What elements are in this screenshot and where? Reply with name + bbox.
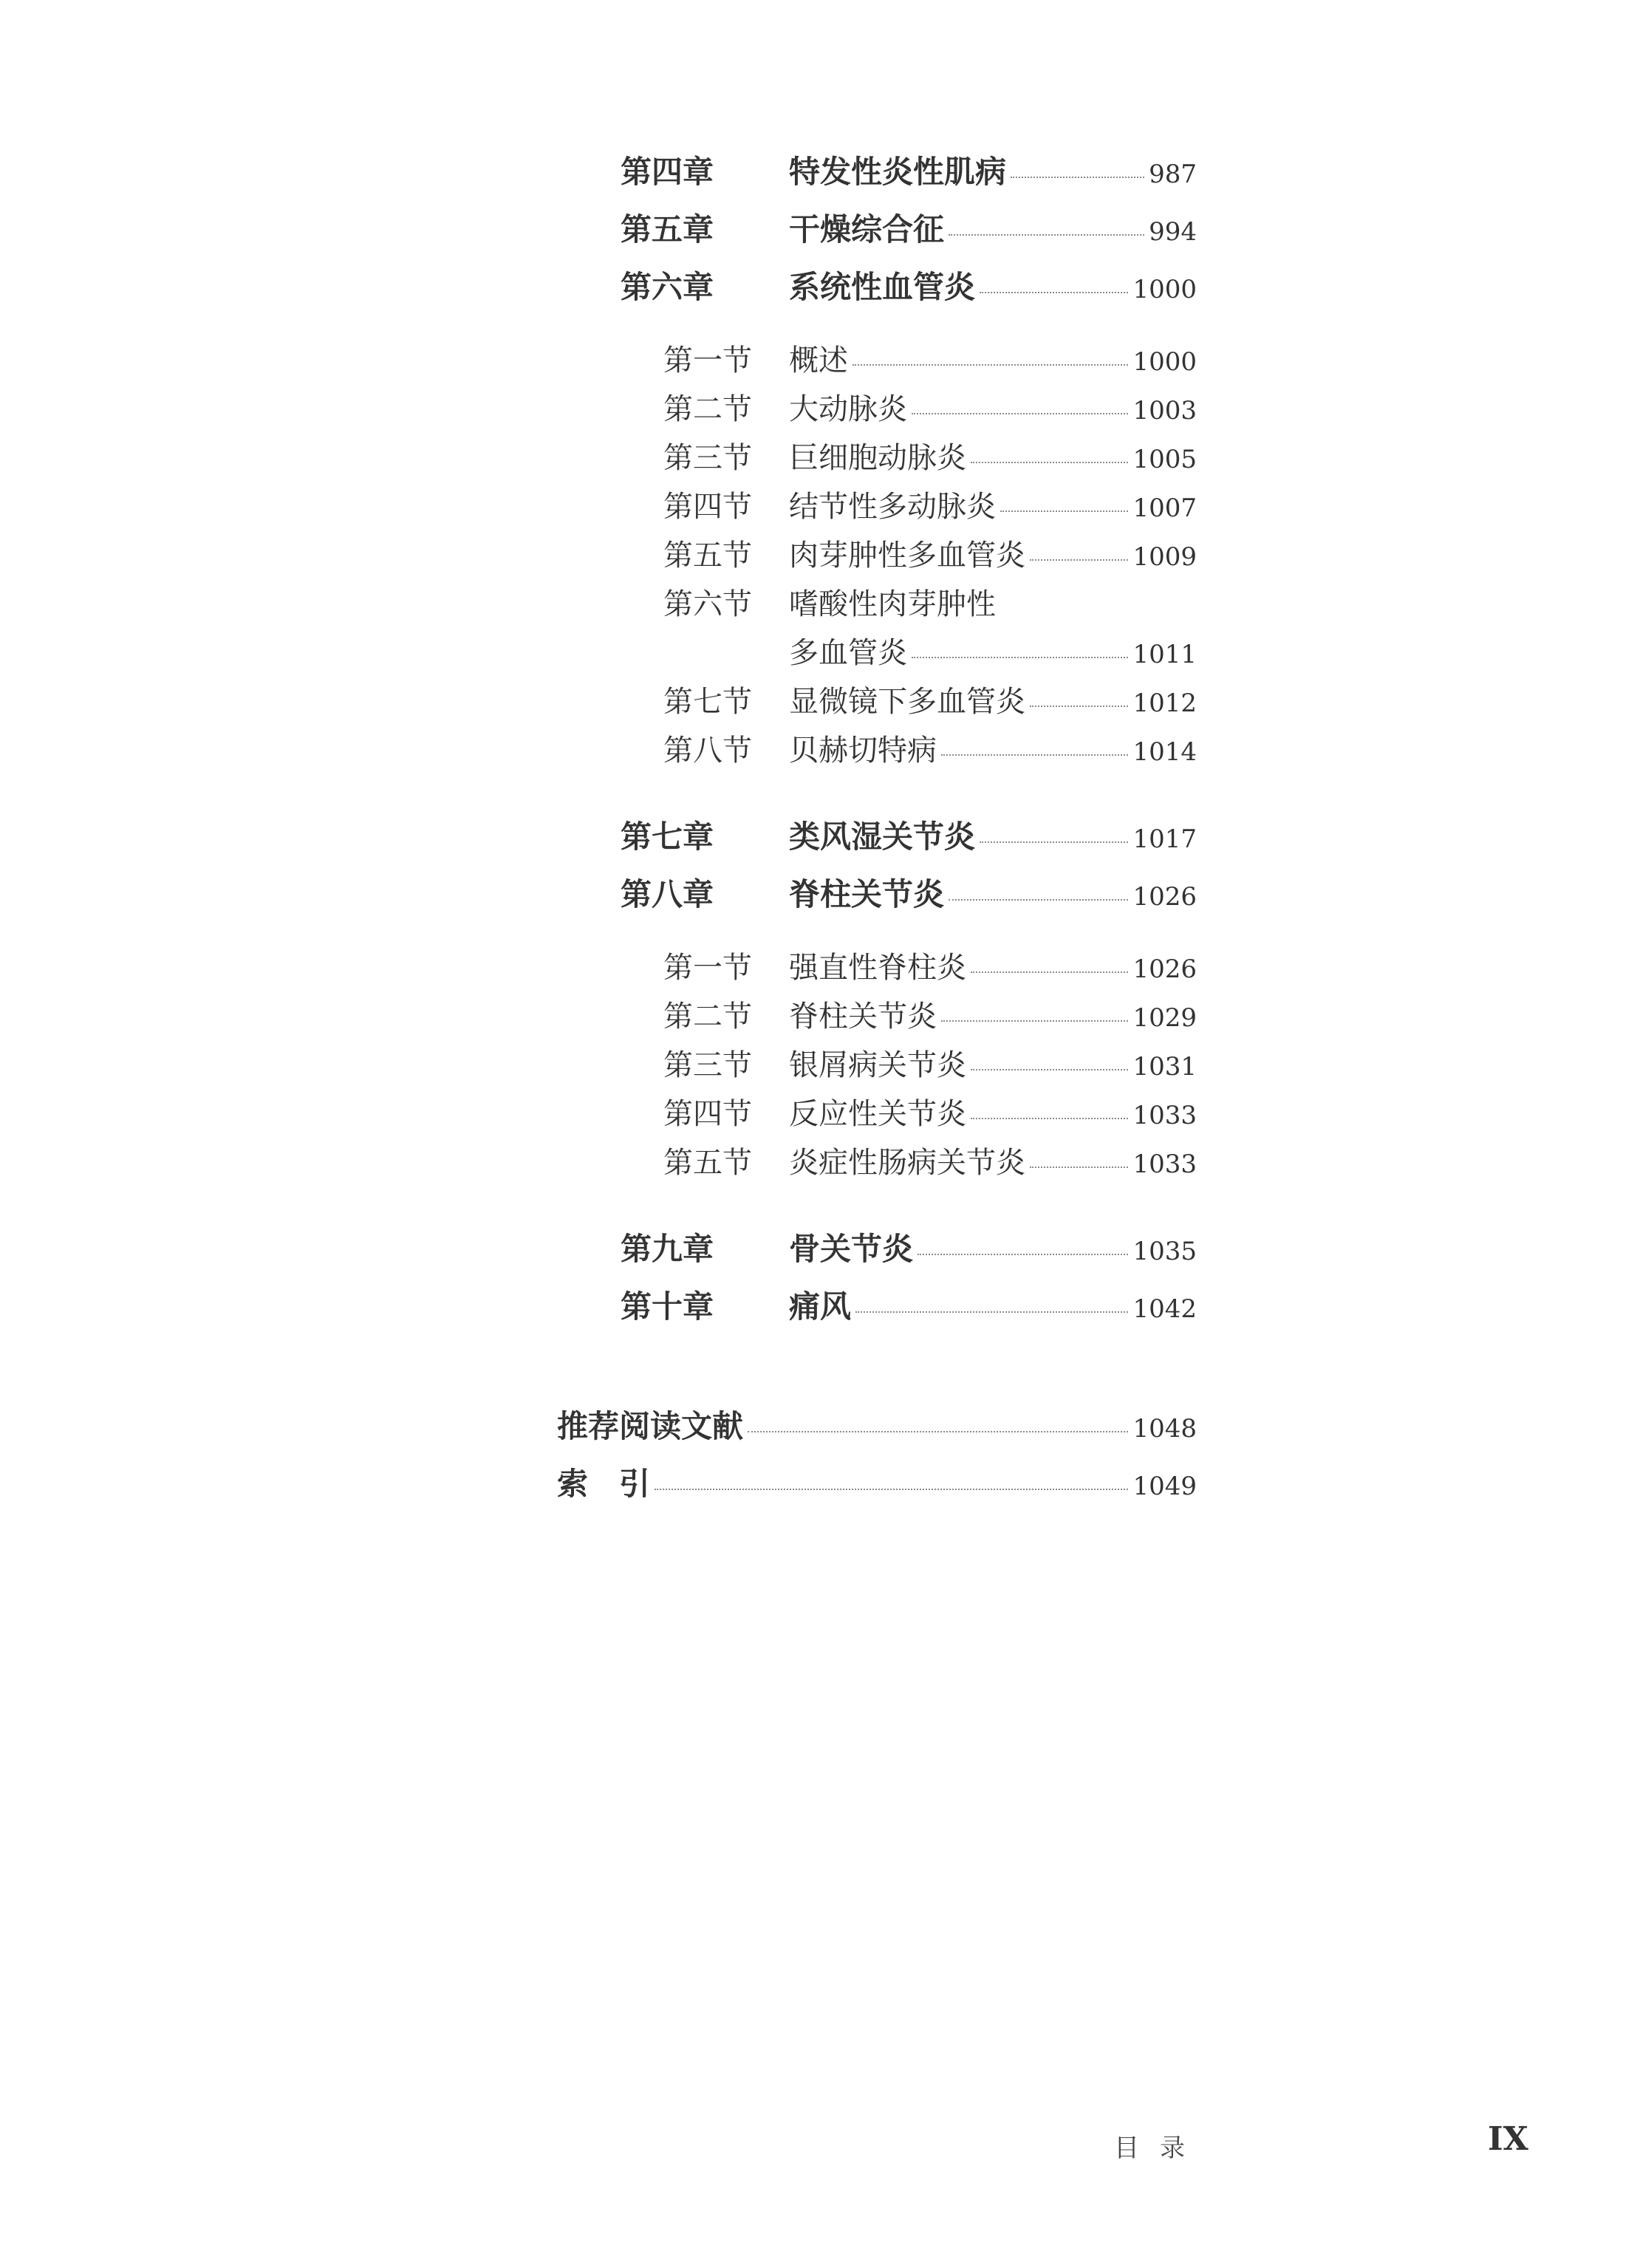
section-title: 大动脉炎 xyxy=(789,392,907,426)
chapter-title: 类风湿关节炎 xyxy=(789,819,976,855)
chapter-number: 第十章 xyxy=(621,1288,714,1325)
chapter-title: 脊柱关节炎 xyxy=(789,876,945,912)
chapter-title: 系统性血管炎 xyxy=(789,269,976,305)
section-title: 强直性脊柱炎 xyxy=(789,951,966,985)
dot-leader xyxy=(1030,1167,1128,1168)
dot-leader xyxy=(1030,559,1128,561)
page-number: 987 xyxy=(1149,160,1197,189)
page-number: 1011 xyxy=(1132,640,1197,669)
section-number: 第五节 xyxy=(663,1146,752,1180)
dot-leader xyxy=(853,364,1128,366)
section-title: 显微镜下多血管炎 xyxy=(789,685,1025,719)
section-title: 贝赫切特病 xyxy=(789,734,937,768)
section-number: 第二节 xyxy=(663,392,752,426)
toc-entry-chapter-4[interactable] xyxy=(621,148,1197,192)
page-number: 1003 xyxy=(1132,396,1197,426)
toc-entry-chapter-7[interactable] xyxy=(621,813,1197,857)
toc-entry-chapter-9[interactable] xyxy=(621,1225,1197,1269)
dot-leader xyxy=(655,1489,1128,1490)
toc-entry-section[interactable] xyxy=(663,337,1197,379)
page-number: 1035 xyxy=(1132,1237,1197,1266)
dot-leader xyxy=(980,292,1128,293)
toc-entry-section[interactable] xyxy=(663,727,1197,769)
dot-leader xyxy=(941,754,1128,756)
page-number: 1042 xyxy=(1132,1294,1197,1324)
toc-entry-section[interactable] xyxy=(663,532,1197,574)
section-title: 反应性关节炎 xyxy=(789,1097,966,1131)
section-number: 第四节 xyxy=(663,1097,752,1131)
dot-leader xyxy=(912,657,1128,658)
toc-entry-chapter-5[interactable] xyxy=(621,205,1197,250)
chapter-title: 骨关节炎 xyxy=(789,1231,914,1267)
dot-leader xyxy=(941,1020,1128,1022)
section-number: 第五节 xyxy=(663,539,752,573)
running-footer-label: 目录 xyxy=(1114,2134,1206,2163)
dot-leader xyxy=(971,971,1128,973)
page-number: 1033 xyxy=(1132,1150,1197,1179)
dot-leader xyxy=(1030,706,1128,707)
page-number: 1026 xyxy=(1132,954,1197,984)
chapter-number: 第九章 xyxy=(621,1231,714,1267)
toc-entry-section[interactable] xyxy=(663,1042,1197,1084)
page-number: 1033 xyxy=(1132,1101,1197,1130)
page-number: 1000 xyxy=(1132,347,1197,377)
chapter-number: 第五章 xyxy=(621,211,714,247)
section-title: 肉芽肿性多血管炎 xyxy=(789,539,1025,573)
section-title-line1: 嗜酸性肉芽肿性 xyxy=(789,587,996,621)
toc-entry-recommended-reading[interactable] xyxy=(557,1402,1197,1446)
section-title: 炎症性肠病关节炎 xyxy=(789,1146,1025,1180)
toc-entry-section[interactable] xyxy=(663,483,1197,525)
page-number: 1014 xyxy=(1132,737,1197,767)
toc-entry-section[interactable] xyxy=(663,993,1197,1035)
folio-page-number: IX xyxy=(1488,2120,1528,2158)
toc-entry-section[interactable] xyxy=(663,386,1197,428)
dot-leader xyxy=(1011,177,1144,178)
dot-leader xyxy=(1000,510,1128,512)
dot-leader xyxy=(855,1311,1128,1313)
chapter-title: 痛风 xyxy=(789,1288,852,1325)
dot-leader xyxy=(949,899,1128,901)
dot-leader xyxy=(949,234,1144,236)
page-number: 994 xyxy=(1149,217,1197,247)
section-title: 脊柱关节炎 xyxy=(789,1000,937,1034)
section-number: 第二节 xyxy=(663,1000,752,1034)
page-number: 1007 xyxy=(1132,493,1197,523)
section-title: 巨细胞动脉炎 xyxy=(789,441,966,475)
page-number: 1009 xyxy=(1132,542,1197,572)
page-number: 1049 xyxy=(1132,1472,1197,1501)
chapter-number: 第七章 xyxy=(621,819,714,855)
section-title: 银屑病关节炎 xyxy=(789,1048,966,1082)
section-number: 第四节 xyxy=(663,490,752,524)
dot-leader xyxy=(980,841,1128,843)
toc-entry-section[interactable] xyxy=(663,434,1197,477)
section-number: 第一节 xyxy=(663,951,752,985)
page-number: 1000 xyxy=(1132,275,1197,304)
section-number: 第三节 xyxy=(663,1048,752,1082)
page-number: 1012 xyxy=(1132,689,1197,718)
section-number: 第六节 xyxy=(663,587,752,621)
toc-entry-chapter-8[interactable] xyxy=(621,870,1197,915)
section-title: 概述 xyxy=(789,344,848,378)
section-number: 第三节 xyxy=(663,441,752,475)
chapter-number: 第四章 xyxy=(621,154,714,190)
dot-leader xyxy=(912,413,1128,414)
dot-leader xyxy=(918,1254,1128,1255)
dot-leader xyxy=(971,1069,1128,1070)
chapter-title: 干燥综合征 xyxy=(789,211,945,247)
toc-entry-section[interactable] xyxy=(663,1090,1197,1133)
page-number: 1031 xyxy=(1132,1052,1197,1082)
toc-entry-section[interactable] xyxy=(663,678,1197,720)
section-title: 多血管炎 xyxy=(789,636,907,670)
page-number: 1017 xyxy=(1132,824,1197,854)
toc-entry-section[interactable] xyxy=(663,1139,1197,1181)
page-number: 1026 xyxy=(1132,882,1197,912)
section-number: 第八节 xyxy=(663,734,752,768)
toc-entry-chapter-10[interactable] xyxy=(621,1282,1197,1327)
entry-title: 推荐阅读文献 xyxy=(557,1408,744,1444)
chapter-number: 第六章 xyxy=(621,269,714,305)
dot-leader xyxy=(971,1118,1128,1119)
entry-title: 索 引 xyxy=(557,1466,651,1502)
section-title: 结节性多动脉炎 xyxy=(789,490,996,524)
dot-leader xyxy=(971,462,1128,463)
page-number: 1005 xyxy=(1132,445,1197,474)
section-number: 第七节 xyxy=(663,685,752,719)
toc-entry-section[interactable] xyxy=(789,629,1197,672)
toc-entry-chapter-6[interactable] xyxy=(621,263,1197,307)
toc-entry-section[interactable] xyxy=(663,944,1197,986)
toc-entry-index[interactable] xyxy=(557,1460,1197,1504)
chapter-number: 第八章 xyxy=(621,876,714,912)
chapter-title: 特发性炎性肌病 xyxy=(789,154,1007,190)
page-number: 1048 xyxy=(1132,1414,1197,1444)
section-number: 第一节 xyxy=(663,344,752,378)
page-number: 1029 xyxy=(1132,1003,1197,1033)
toc-entry-section-first-line[interactable] xyxy=(663,581,1197,623)
dot-leader xyxy=(748,1431,1128,1432)
